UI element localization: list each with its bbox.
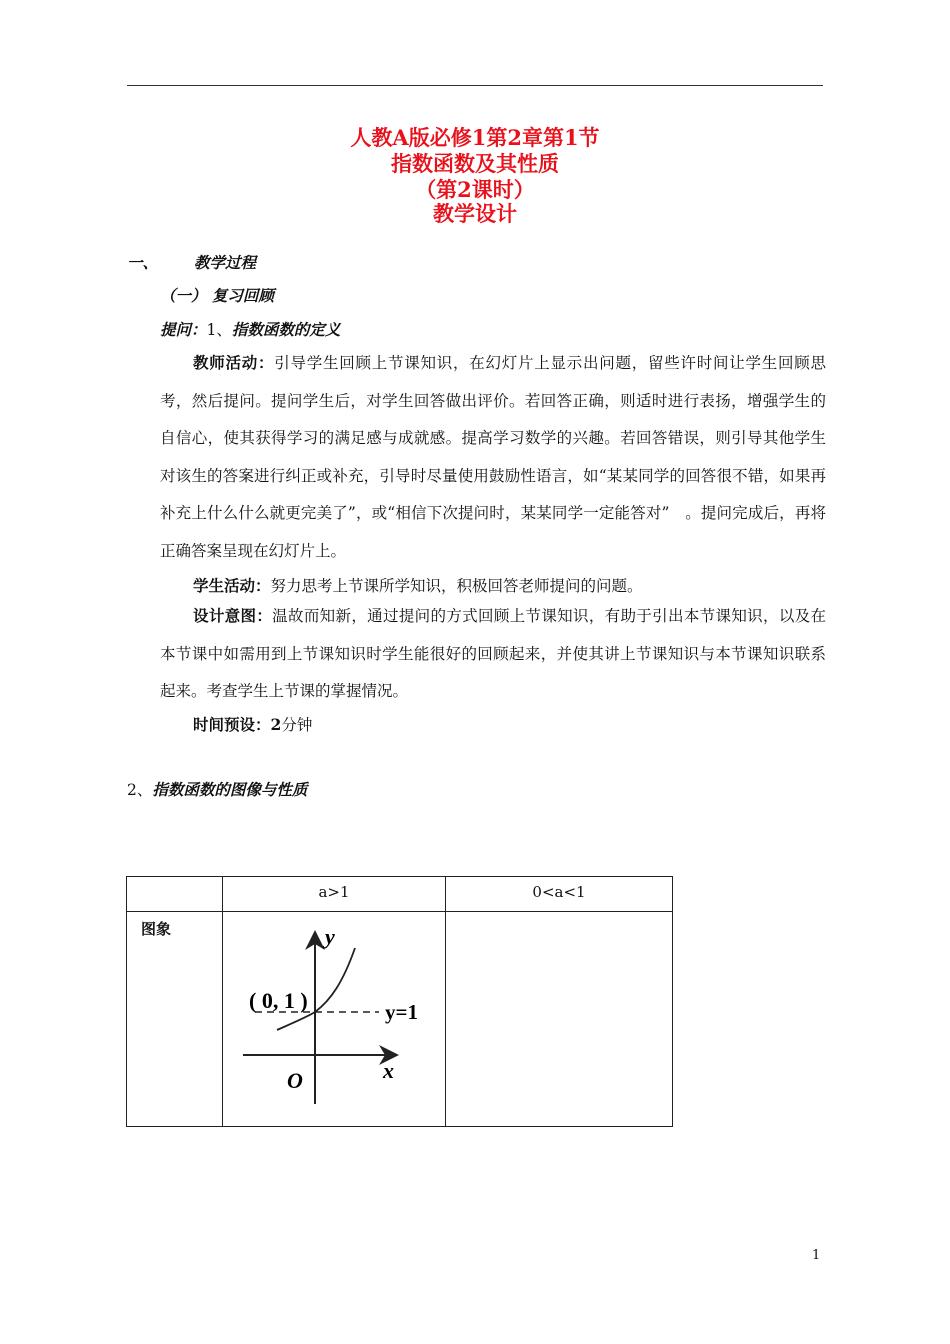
teacher-activity-label: 教师活动： bbox=[193, 353, 275, 372]
time-unit: 分钟 bbox=[281, 716, 313, 734]
question-label: 提问： bbox=[160, 320, 207, 339]
design-intent-paragraph bbox=[160, 597, 826, 711]
section-number: 一、 bbox=[127, 253, 159, 272]
exp-growth-graph bbox=[223, 912, 445, 1120]
graph-cell-a-gt-1 bbox=[223, 912, 446, 1127]
graph-cell-a-lt-1 bbox=[446, 912, 673, 1127]
page-number: 1 bbox=[812, 1248, 821, 1263]
question-title: 指数函数的定义 bbox=[231, 320, 341, 339]
student-activity-text: 努力思考上节课所学知识，积极回答老师提问的问题。 bbox=[270, 577, 643, 595]
question-2-title: 指数函数的图像与性质 bbox=[152, 780, 308, 799]
origin-label: O bbox=[287, 1068, 303, 1093]
doc-title-line4: 教学设计 bbox=[433, 201, 517, 226]
time-value: 2 bbox=[270, 715, 282, 734]
subsection-number: （一） bbox=[160, 286, 207, 305]
section-title: 教学过程 bbox=[194, 253, 257, 272]
design-intent-label: 设计意图： bbox=[193, 606, 273, 625]
question-number: 1、 bbox=[206, 321, 232, 339]
point-0-1-label: ( 0, 1 ) bbox=[249, 988, 308, 1013]
question-2-number: 2、 bbox=[127, 781, 153, 799]
table-corner-cell bbox=[127, 877, 223, 912]
design-intent-text: 温故而知新，通过提问的方式回顾上节课知识，有助于引出本节课知识，以及在本节课中如需用到上节课知识时学生能很好的回顾起来，并使其讲上节课知识与本节课知识联系起来。考查学生上节课的掌握情况。 bbox=[160, 607, 826, 701]
doc-title-line3: （第2课时） bbox=[415, 177, 535, 202]
y-equals-1-label: y=1 bbox=[385, 1000, 418, 1024]
teacher-activity-paragraph bbox=[160, 344, 826, 571]
subsection-title: 复习回顾 bbox=[211, 286, 274, 305]
subsection-heading bbox=[160, 286, 274, 306]
exp-function-table bbox=[126, 876, 673, 1127]
doc-title-line1: 人教A版必修1第2章第1节 bbox=[350, 125, 600, 150]
y-axis-label: y bbox=[325, 924, 335, 949]
question-1-heading bbox=[160, 320, 340, 340]
time-label: 时间预设： bbox=[193, 715, 271, 734]
teacher-activity-text: 引导学生回顾上节课知识，在幻灯片上显示出问题，留些许时间让学生回顾思考，然后提问。提问学生后，对学生回答做出评价。若回答正确，则适时进行表扬，增强学生的自信心，使其获得学习的满足感与成就感。提高学习数学的兴趣。若回答错误，则引导其他学生对该生的答案进行纠正或补充，引导时尽量使用鼓励性语言，如“某某同学的回答很不错，如果再补充上什么什么就更完美了”，或“相信下次提问时，某某同学一定能答对” 。提问完成后，再将正确答案呈现在幻灯片上。 bbox=[160, 354, 826, 560]
table-header-a-lt-1: 0<a<1 bbox=[446, 877, 673, 912]
x-axis-label: x bbox=[383, 1058, 394, 1083]
time-estimate bbox=[160, 706, 826, 745]
doc-title-line2: 指数函数及其性质 bbox=[391, 151, 559, 176]
table-header-a-gt-1: a>1 bbox=[223, 877, 446, 912]
student-activity-label: 学生活动： bbox=[193, 576, 271, 595]
header-rule bbox=[127, 85, 823, 86]
table-row-label-graph: 图象 bbox=[127, 912, 223, 1127]
question-2-heading bbox=[127, 780, 307, 800]
